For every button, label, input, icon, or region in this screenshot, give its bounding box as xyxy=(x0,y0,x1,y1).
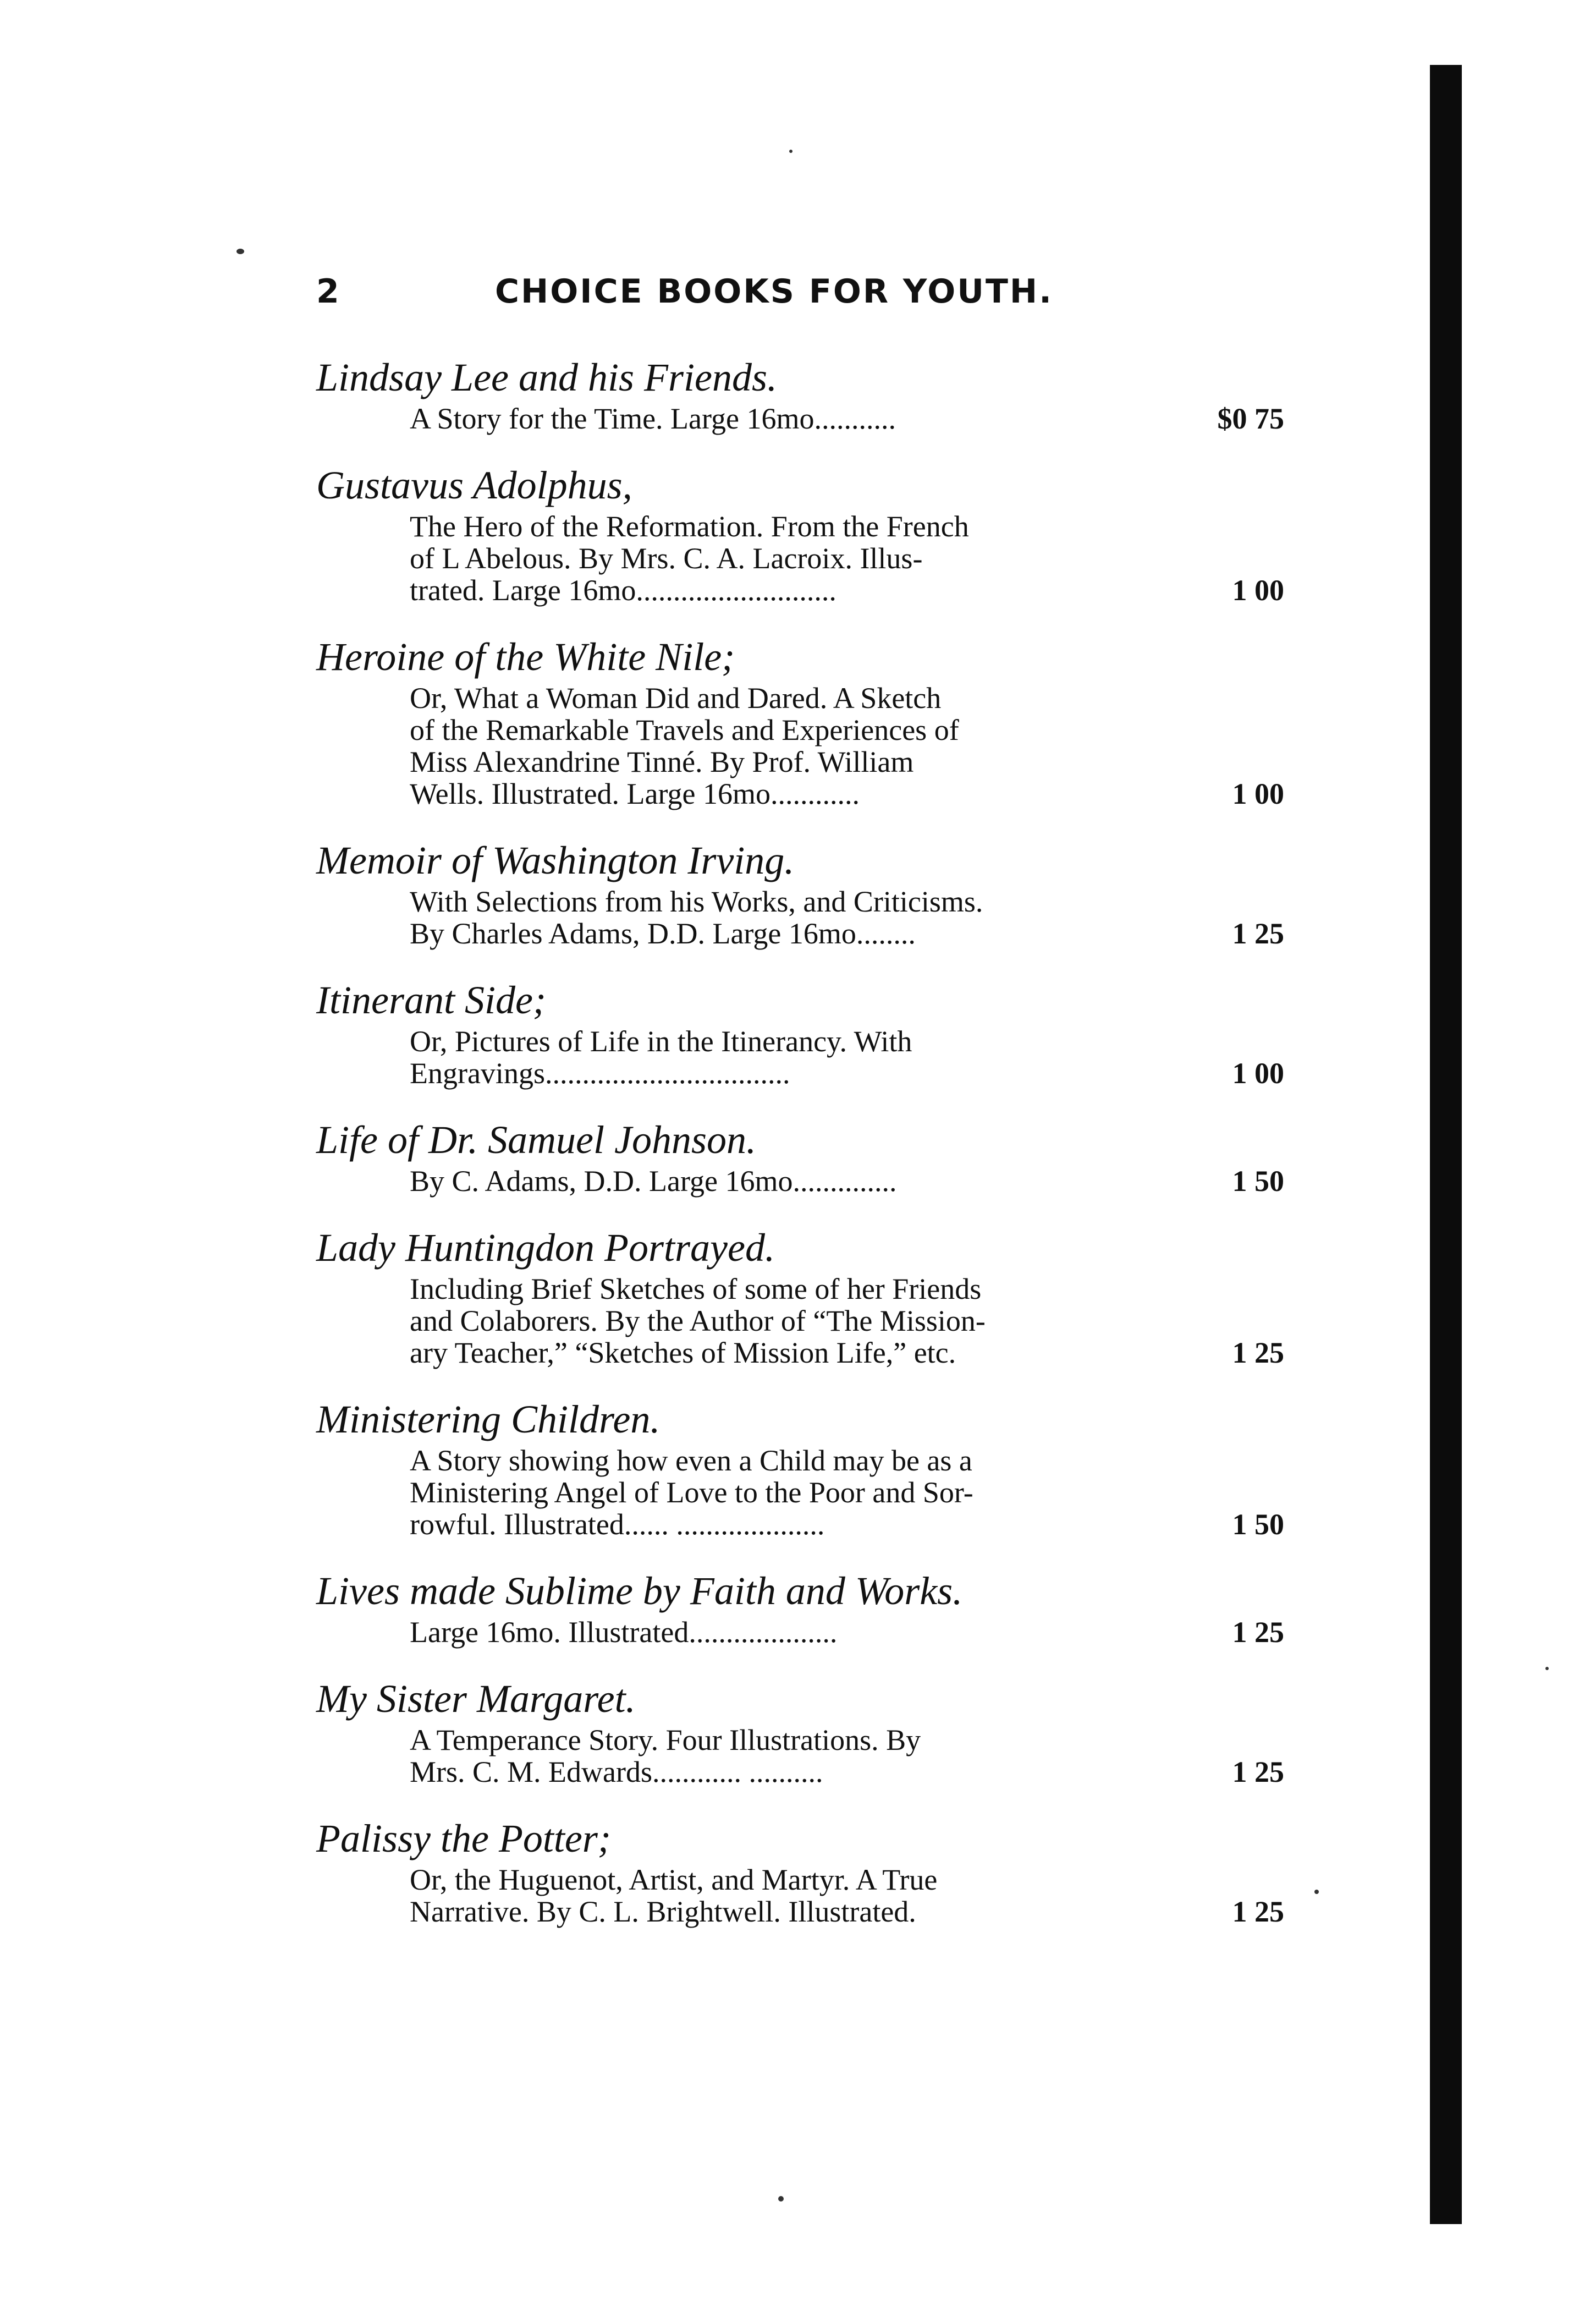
description-line: Ministering Angel of Love to the Poor and Sor- xyxy=(410,1476,973,1509)
catalog-entry xyxy=(316,835,1284,949)
page-edge-shadow xyxy=(1430,65,1462,2224)
print-speck xyxy=(789,150,793,153)
description-line: Or, What a Woman Did and Dared. A Sketch xyxy=(410,682,942,715)
description-line: A Temperance Story. Four Illustrations. By xyxy=(410,1723,921,1756)
catalog-entry xyxy=(316,1222,1284,1369)
book-title: Itinerant Side; xyxy=(316,978,546,1022)
description-line: With Selections from his Works, and Criticisms. xyxy=(410,885,983,918)
book-price: 1 00 xyxy=(1232,777,1284,810)
description-line: Or, Pictures of Life in the Itinerancy. With xyxy=(410,1025,912,1058)
description-line: A Story for the Time. Large 16mo........... xyxy=(410,402,896,435)
book-price: 1 50 xyxy=(1232,1508,1284,1541)
description-line: The Hero of the Reformation. From the French xyxy=(410,510,969,543)
catalog-entry xyxy=(316,1566,1284,1648)
description-line: A Story showing how even a Child may be as a xyxy=(410,1444,972,1477)
description-line: ary Teacher,” “Sketches of Mission Life,” etc. xyxy=(410,1336,956,1369)
book-title: My Sister Margaret. xyxy=(316,1677,636,1721)
description-line: Large 16mo. Illustrated.................... xyxy=(410,1616,838,1649)
book-description xyxy=(410,886,1147,949)
description-line: rowful. Illustrated...... .................... xyxy=(410,1508,825,1541)
description-line: Mrs. C. M. Edwards............ .......... xyxy=(410,1755,823,1788)
book-description xyxy=(410,1864,1147,1928)
print-speck xyxy=(1314,1890,1319,1894)
book-description xyxy=(410,1165,1147,1197)
book-price: 1 25 xyxy=(1232,1895,1284,1928)
catalog-entry xyxy=(316,1813,1284,1928)
print-speck xyxy=(778,2196,784,2202)
running-title: CHOICE BOOKS FOR YOUTH. xyxy=(495,272,1053,311)
book-catalog xyxy=(316,352,1284,1953)
catalog-entry xyxy=(316,1115,1284,1197)
description-line: Including Brief Sketches of some of her Friends xyxy=(410,1272,982,1305)
book-title: Gustavus Adolphus, xyxy=(316,463,632,507)
description-line: By C. Adams, D.D. Large 16mo.............. xyxy=(410,1165,897,1198)
book-title: Lindsay Lee and his Friends. xyxy=(316,355,777,399)
description-line: Miss Alexandrine Tinné. By Prof. William xyxy=(410,745,914,778)
book-description xyxy=(410,403,1147,435)
page-number: 2 xyxy=(316,272,341,311)
description-line: Or, the Huguenot, Artist, and Martyr. A True xyxy=(410,1863,938,1896)
print-speck xyxy=(236,249,244,254)
book-description xyxy=(410,1616,1147,1648)
book-price: 1 25 xyxy=(1232,1616,1284,1649)
book-title: Life of Dr. Samuel Johnson. xyxy=(316,1118,756,1162)
description-line: By Charles Adams, D.D. Large 16mo........ xyxy=(410,917,916,950)
catalog-entry xyxy=(316,460,1284,606)
description-line: trated. Large 16mo........................... xyxy=(410,574,836,607)
book-description xyxy=(410,1025,1147,1089)
book-title: Lives made Sublime by Faith and Works. xyxy=(316,1569,963,1613)
book-price: 1 50 xyxy=(1232,1165,1284,1198)
book-title: Lady Huntingdon Portrayed. xyxy=(316,1226,775,1270)
book-price: 1 00 xyxy=(1232,574,1284,607)
description-line: Narrative. By C. L. Brightwell. Illustrated. xyxy=(410,1895,916,1928)
book-title: Palissy the Potter; xyxy=(316,1816,611,1860)
book-description xyxy=(410,1273,1147,1369)
book-price: 1 00 xyxy=(1232,1057,1284,1090)
catalog-entry xyxy=(316,352,1284,435)
book-price: 1 25 xyxy=(1232,1336,1284,1369)
description-line: Wells. Illustrated. Large 16mo............ xyxy=(410,777,860,810)
description-line: of L Abelous. By Mrs. C. A. Lacroix. Illus- xyxy=(410,542,923,575)
book-title: Ministering Children. xyxy=(316,1397,661,1441)
description-line: of the Remarkable Travels and Experiences of xyxy=(410,713,959,746)
book-title: Heroine of the White Nile; xyxy=(316,635,735,679)
book-description xyxy=(410,682,1147,810)
catalog-entry xyxy=(316,632,1284,810)
description-line: Engravings................................. xyxy=(410,1057,790,1090)
catalog-entry xyxy=(316,975,1284,1089)
book-description xyxy=(410,510,1147,606)
description-line: and Colaborers. By the Author of “The Mission- xyxy=(410,1304,986,1337)
page-header xyxy=(316,272,1141,322)
book-price: $0 75 xyxy=(1217,402,1284,435)
print-speck xyxy=(1545,1667,1549,1670)
book-title: Memoir of Washington Irving. xyxy=(316,838,795,882)
book-description xyxy=(410,1445,1147,1540)
book-description xyxy=(410,1724,1147,1788)
book-price: 1 25 xyxy=(1232,917,1284,950)
catalog-entry xyxy=(316,1673,1284,1788)
catalog-entry xyxy=(316,1394,1284,1540)
book-price: 1 25 xyxy=(1232,1755,1284,1788)
